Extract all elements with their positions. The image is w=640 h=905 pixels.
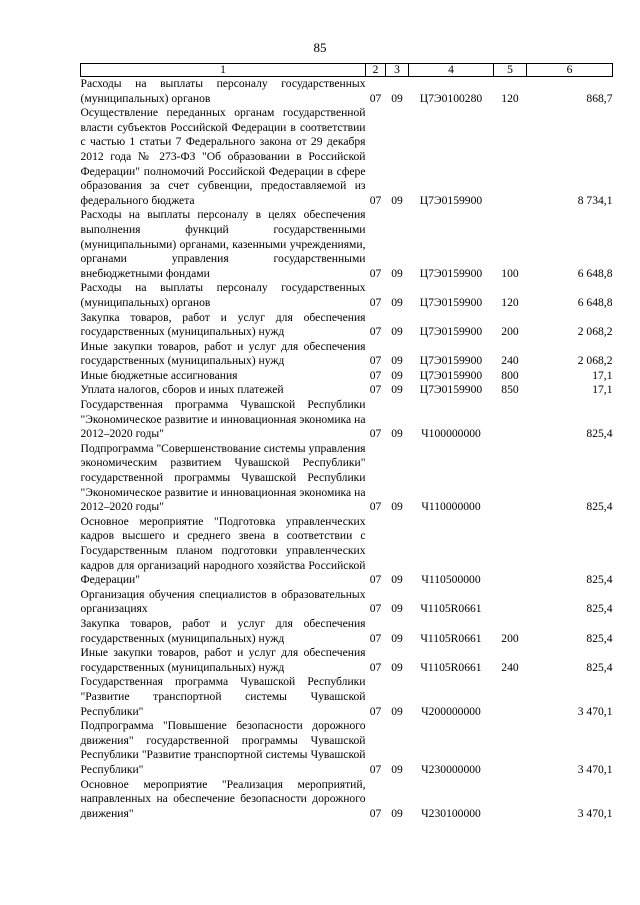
row-subsection: 09 (391, 631, 403, 645)
table-row (81, 369, 613, 384)
row-expense-type (494, 675, 527, 719)
row-amount: 6 648,8 (577, 266, 613, 280)
row-subsection: 09 (391, 383, 403, 397)
row-name: Основное мероприятие "Реализация мероприятий, направленных на обеспечение безопасности дорожного движения" (80, 777, 366, 820)
row-section: 07 (369, 325, 382, 339)
row-name: Закупка товаров, работ и услуг для обеспечения государственных (муниципальных) нужд (80, 310, 366, 339)
row-name: Основное мероприятие "Подготовка управленческих кадров высшего и среднего звена в соответствии с Государственным планом подготовки управленческих кадров для организаций народного хозяйства Российской Федерации" (80, 514, 366, 587)
row-expense-type (494, 442, 527, 515)
row-expense-type: 240 (501, 660, 519, 674)
row-name: Государственная программа Чувашской Республики "Экономическое развитие и инновационная экономика на 2012–2020 годы" (80, 398, 366, 441)
row-name: Уплата налогов, сборов и иных платежей (80, 383, 284, 397)
row-name: Подпрограмма "Повышение безопасности дорожного движения" государственной программы Чувашской Республики "Развитие транспортной системы Чувашской Республики" (80, 719, 366, 776)
row-amount: 825,4 (586, 660, 613, 674)
row-expense-type: 200 (501, 325, 519, 339)
row-section: 07 (369, 193, 382, 207)
row-subsection: 09 (391, 266, 403, 280)
row-name: Закупка товаров, работ и услуг для обеспечения государственных (муниципальных) нужд (80, 616, 366, 645)
table-row (81, 646, 613, 675)
row-subsection: 09 (391, 762, 403, 776)
header-col-1: 1 (81, 64, 366, 77)
row-target-item: Ц7Э0159900 (419, 325, 483, 339)
row-target-item: Ц7Э0100280 (419, 91, 483, 105)
row-section: 07 (369, 573, 382, 587)
row-section: 07 (369, 500, 382, 514)
row-expense-type (494, 778, 527, 822)
row-name: Осуществление переданных органам государственной власти субъектов Российской Федерации в соответствии с частью 1 статьи 7 Федерального закона от 29 декабря 2012 года № 273-ФЗ "Об образовании в Российской Федерации" полномочий Российской Федерации в сфере образования за счет субвенции, предоставляемой из федерального бюджета (80, 106, 366, 207)
header-col-6: 6 (527, 64, 613, 77)
row-subsection: 09 (391, 602, 403, 616)
row-amount: 868,7 (586, 91, 613, 105)
row-section: 07 (369, 427, 382, 441)
row-amount: 8 734,1 (577, 193, 613, 207)
row-section: 07 (369, 602, 382, 616)
row-section: 07 (369, 295, 382, 309)
row-section: 07 (369, 660, 382, 674)
row-subsection: 09 (391, 704, 403, 718)
row-expense-type (494, 515, 527, 588)
row-section: 07 (369, 266, 382, 280)
row-section: 07 (369, 631, 382, 645)
table-header (81, 64, 613, 77)
row-subsection: 09 (391, 354, 403, 368)
row-expense-type (494, 398, 527, 442)
row-target-item: Ч230100000 (421, 806, 481, 820)
row-section: 07 (369, 704, 382, 718)
table-row (81, 442, 613, 515)
row-name: Организация обучения специалистов в образовательных организациях (80, 587, 366, 616)
table-row (81, 617, 613, 646)
table-row (81, 311, 613, 340)
row-name: Иные закупки товаров, работ и услуг для обеспечения государственных (муниципальных) нужд (80, 339, 366, 368)
row-subsection: 09 (391, 806, 403, 820)
row-expense-type: 850 (501, 383, 519, 397)
row-section: 07 (369, 806, 382, 820)
row-subsection: 09 (391, 193, 403, 207)
row-target-item: Ч110000000 (421, 500, 481, 514)
row-target-item: Ц7Э0159900 (419, 266, 483, 280)
row-target-item: Ц7Э0159900 (419, 383, 483, 397)
table-row (81, 77, 613, 107)
row-expense-type (494, 588, 527, 617)
row-target-item: Ч1105R0661 (420, 660, 482, 674)
row-target-item: Ц7Э0159900 (419, 354, 483, 368)
budget-table (80, 63, 613, 821)
table-body (81, 77, 613, 822)
row-amount: 825,4 (586, 427, 613, 441)
row-expense-type: 800 (501, 368, 519, 382)
row-amount: 825,4 (586, 500, 613, 514)
row-name: Расходы на выплаты персоналу государственных (муниципальных) органов (80, 281, 366, 309)
row-target-item: Ч110500000 (421, 573, 481, 587)
row-section: 07 (369, 762, 382, 776)
table-row (81, 778, 613, 822)
row-expense-type (494, 719, 527, 777)
row-target-item: Ц7Э0159900 (419, 368, 483, 382)
header-col-4: 4 (409, 64, 494, 77)
row-amount: 2 068,2 (577, 325, 613, 339)
row-subsection: 09 (391, 427, 403, 441)
table-row (81, 208, 613, 281)
row-name: Подпрограмма "Совершенствование системы управления экономическим развитием Чувашской Республики" государственной программы Чувашской Республики "Экономическое развитие и инновационная экономика на 2012–2020 годы" (80, 441, 366, 514)
row-target-item: Ц7Э0159900 (419, 295, 483, 309)
row-target-item: Ч1105R0661 (420, 631, 482, 645)
row-expense-type: 120 (501, 295, 519, 309)
row-amount: 3 470,1 (577, 704, 613, 718)
row-name: Расходы на выплаты персоналу государственных (муниципальных) органов (80, 77, 366, 105)
row-name: Иные закупки товаров, работ и услуг для обеспечения государственных (муниципальных) нужд (80, 646, 366, 674)
row-name: Государственная программа Чувашской Республики "Развитие транспортной системы Чувашской Республики" (80, 675, 366, 718)
row-subsection: 09 (391, 295, 403, 309)
row-expense-type (494, 106, 527, 208)
page-number: 85 (313, 40, 327, 55)
row-amount: 2 068,2 (577, 354, 613, 368)
row-subsection: 09 (391, 325, 403, 339)
table-row (81, 340, 613, 369)
row-subsection: 09 (391, 660, 403, 674)
row-section: 07 (369, 91, 382, 105)
header-col-5: 5 (494, 64, 527, 77)
row-target-item: Ч200000000 (421, 704, 481, 718)
row-section: 07 (369, 354, 382, 368)
row-target-item: Ч1105R0661 (420, 602, 482, 616)
row-subsection: 09 (391, 91, 403, 105)
row-section: 07 (369, 383, 382, 397)
row-subsection: 09 (391, 573, 403, 587)
row-amount: 3 470,1 (577, 762, 613, 776)
row-expense-type: 100 (501, 266, 519, 280)
row-amount: 6 648,8 (577, 295, 613, 309)
row-amount: 825,4 (586, 602, 613, 616)
table-row (81, 719, 613, 777)
row-subsection: 09 (391, 500, 403, 514)
row-expense-type: 200 (501, 631, 519, 645)
row-amount: 825,4 (586, 573, 613, 587)
row-target-item: Ц7Э0159900 (419, 193, 483, 207)
row-expense-type: 120 (501, 91, 519, 105)
header-row (81, 64, 613, 77)
row-section: 07 (369, 368, 382, 382)
table-row (81, 588, 613, 617)
table-row (81, 675, 613, 719)
row-amount: 17,1 (592, 368, 613, 382)
row-amount: 3 470,1 (577, 806, 613, 820)
header-col-2: 2 (366, 64, 386, 77)
table-row (81, 383, 613, 398)
row-amount: 17,1 (592, 383, 613, 397)
row-subsection: 09 (391, 368, 403, 382)
row-amount: 825,4 (586, 631, 613, 645)
table-row (81, 398, 613, 442)
table-row (81, 515, 613, 588)
table-row (81, 106, 613, 208)
table-row (81, 281, 613, 310)
row-target-item: Ч230000000 (421, 762, 481, 776)
row-expense-type: 240 (501, 354, 519, 368)
row-name: Расходы на выплаты персоналу в целях обеспечения выполнения функций государственными (муниципальными) органами, казенными учреждениями, органами управления государственными внебюджетными фондами (80, 208, 366, 280)
row-target-item: Ч100000000 (421, 427, 481, 441)
row-name: Иные бюджетные ассигнования (80, 368, 238, 382)
header-col-3: 3 (386, 64, 409, 77)
